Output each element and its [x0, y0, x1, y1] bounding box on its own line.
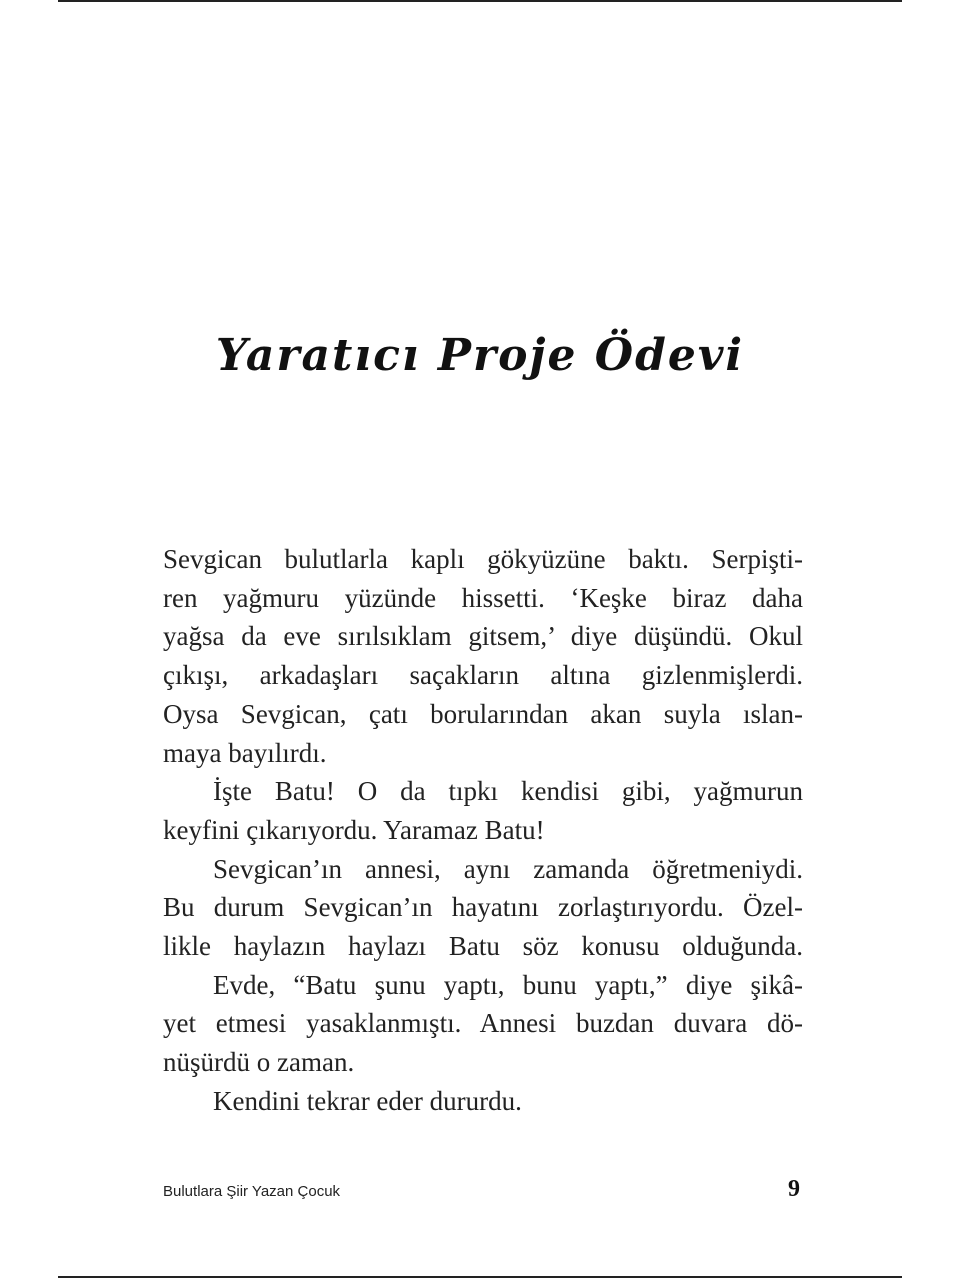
page-number: 9	[788, 1176, 800, 1202]
text-line: İşte Batu! O da tıpkı kendisi gibi, yağmurun	[213, 776, 803, 807]
text-line: çıkışı, arkadaşları saçakların altına gizlenmişlerdi.	[163, 660, 803, 691]
text-line: keyfini çıkarıyordu. Yaramaz Batu!	[163, 814, 545, 845]
chapter-title: Yaratıcı Proje Ödevi	[215, 330, 745, 381]
text-line: Bu durum Sevgican’ın hayatını zorlaştırıyordu. Özel-	[163, 892, 803, 923]
text-line: maya bayılırdı.	[163, 737, 327, 768]
text-line: yağsa da eve sırılsıklam gitsem,’ diye düşündü. Okul	[163, 621, 803, 652]
text-line: nüşürdü o zaman.	[163, 1047, 355, 1078]
text-line: Evde, “Batu şunu yaptı, bunu yaptı,” diye şikâ-	[213, 969, 803, 1000]
body-text	[163, 540, 803, 1121]
top-rule	[58, 0, 902, 2]
text-line: Sevgican’ın annesi, aynı zamanda öğretmeniydi.	[213, 853, 803, 884]
text-line: Oysa Sevgican, çatı borularından akan suyla ıslan-	[163, 698, 803, 729]
running-footer-title: Bulutlara Şiir Yazan Çocuk	[163, 1183, 341, 1200]
text-line: yet etmesi yasaklanmıştı. Annesi buzdan duvara dö-	[163, 1008, 803, 1039]
text-line: likle haylazın haylazı Batu söz konusu olduğunda.	[163, 931, 803, 962]
text-line: Sevgican bulutlarla kaplı gökyüzüne baktı. Serpişti-	[163, 544, 803, 574]
bottom-rule	[58, 1276, 902, 1278]
text-line: ren yağmuru yüzünde hissetti. ‘Keşke biraz daha	[163, 582, 803, 613]
text-line: Kendini tekrar eder dururdu.	[213, 1085, 522, 1116]
